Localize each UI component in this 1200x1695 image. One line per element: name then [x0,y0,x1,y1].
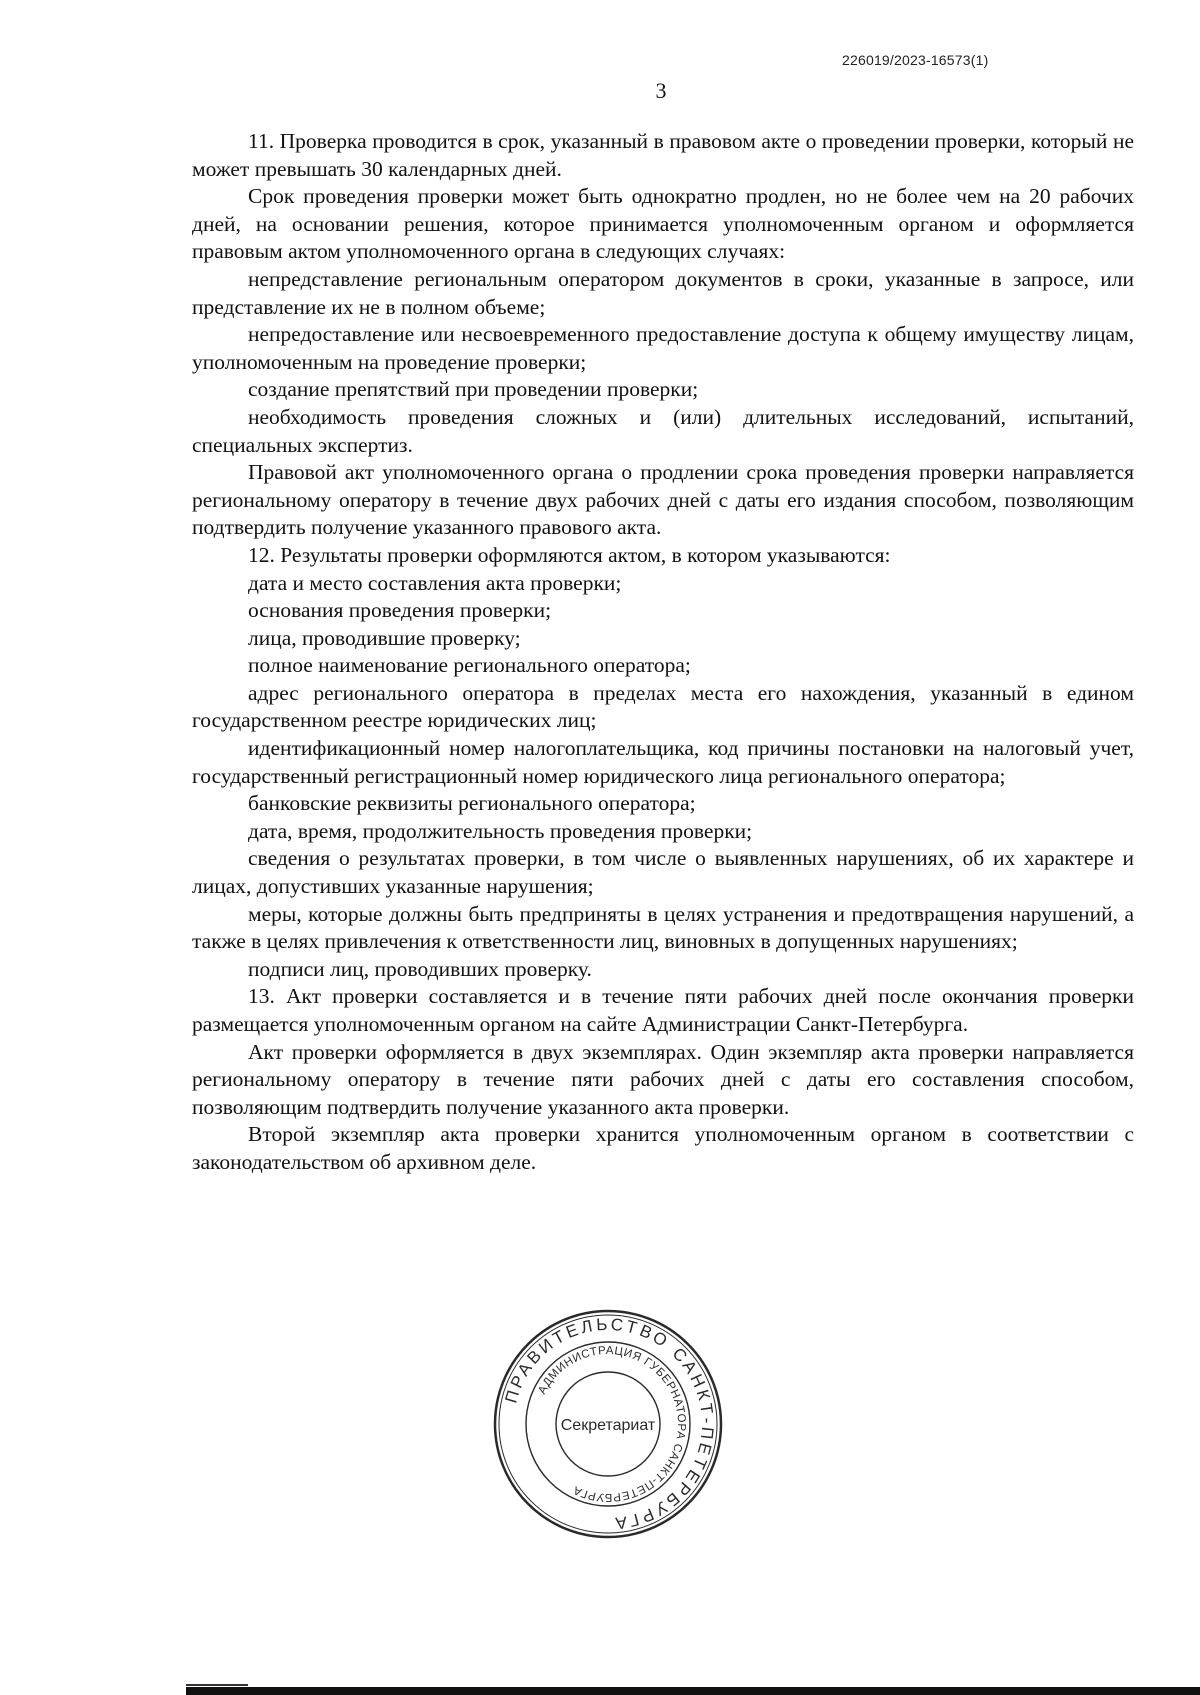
paragraph: адрес регионального оператора в пределах места его нахождения, указанный в едином государственном реестре юридических лиц; [192,680,1134,733]
paragraph: банковские реквизиты регионального оператора; [248,791,696,816]
document-registration-number: 226019/2023-16573(1) [842,52,989,68]
paragraph: дата, время, продолжительность проведения проверки; [248,818,753,843]
paragraph: подписи лиц, проводивших проверку. [248,956,592,981]
paragraph: основания проведения проверки; [248,598,552,623]
seal-center-text: Секретариат [560,1417,656,1434]
seal-icon [492,1308,724,1540]
paragraph: сведения о результатах проверки, в том числе о выявленных нарушениях, об их характере и лицах, допустивших указанные нарушения; [192,846,1134,899]
paragraph: меры, которые должны быть предприняты в целях устранения и предотвращения нарушений, а также в целях привлечения к ответственности лиц, виновных в допущенных нарушениях; [192,901,1134,954]
paragraph: полное наименование регионального оператора; [248,653,691,678]
paragraph: 12. Результаты проверки оформляются актом, в котором указываются: [248,542,891,567]
footer-thin-line [186,1684,248,1686]
seal-inner-text: АДМИНИСТРАЦИЯ ГУБЕРНАТОРА САНКТ-ПЕТЕРБУРГА [536,1344,688,1504]
paragraph: лица, проводившие проверку; [248,625,521,650]
paragraph: Срок проведения проверки может быть однократно продлен, но не более чем на 20 рабочих дней, на основании решения, которое принимается уполномоченным органом и оформляется правовым актом уполномоченного органа в следующих случаях: [192,184,1134,264]
paragraph: дата и место составления акта проверки; [248,570,622,595]
paragraph: 13. Акт проверки составляется и в течение пяти рабочих дней после окончания проверки размещается уполномоченным органом на сайте Администрации Санкт-Петербурга. [192,984,1134,1036]
official-seal-stamp [492,1308,724,1540]
paragraph: Второй экземпляр акта проверки хранится уполномоченным органом в соответствии с законодательством об архивном деле. [192,1122,1134,1174]
paragraph: создание препятствий при проведении проверки; [248,377,699,402]
paragraph: 11. Проверка проводится в срок, указанный в правовом акте о проведении проверки, который не может превышать 30 календарных дней. [192,129,1134,181]
paragraph: непредставление региональным оператором документов в сроки, указанные в запросе, или представление их не в полном объеме; [192,266,1134,319]
footer-scan-edge [186,1687,1200,1695]
paragraph: Правовой акт уполномоченного органа о продлении срока проведения проверки направляется региональному оператору в течение двух рабочих дней с даты его издания способом, позволяющим подтвердить получение указанного правового акта. [192,460,1134,540]
paragraph: Акт проверки оформляется в двух экземплярах. Один экземпляр акта проверки направляется региональному оператору в течение пяти рабочих дней с даты его составления способом, позволяющим подтвердить получение указанного акта проверки. [192,1039,1134,1119]
page-number: 3 [655,78,667,103]
paragraph: необходимость проведения сложных и (или) длительных исследований, испытаний, специальных экспертиз. [192,404,1134,457]
paragraph: идентификационный номер налогоплательщика, код причины постановки на налоговый учет, государственный регистрационный номер юридического лица регионального оператора; [192,736,1134,788]
document-body [192,128,1134,1177]
seal-outer-text: ПРАВИТЕЛЬСТВО САНКТ-ПЕТЕРБУРГА [501,1314,718,1534]
paragraph: непредоставление или несвоевременного предоставление доступа к общему имуществу лицам, уполномоченным на проведение проверки; [192,322,1134,374]
